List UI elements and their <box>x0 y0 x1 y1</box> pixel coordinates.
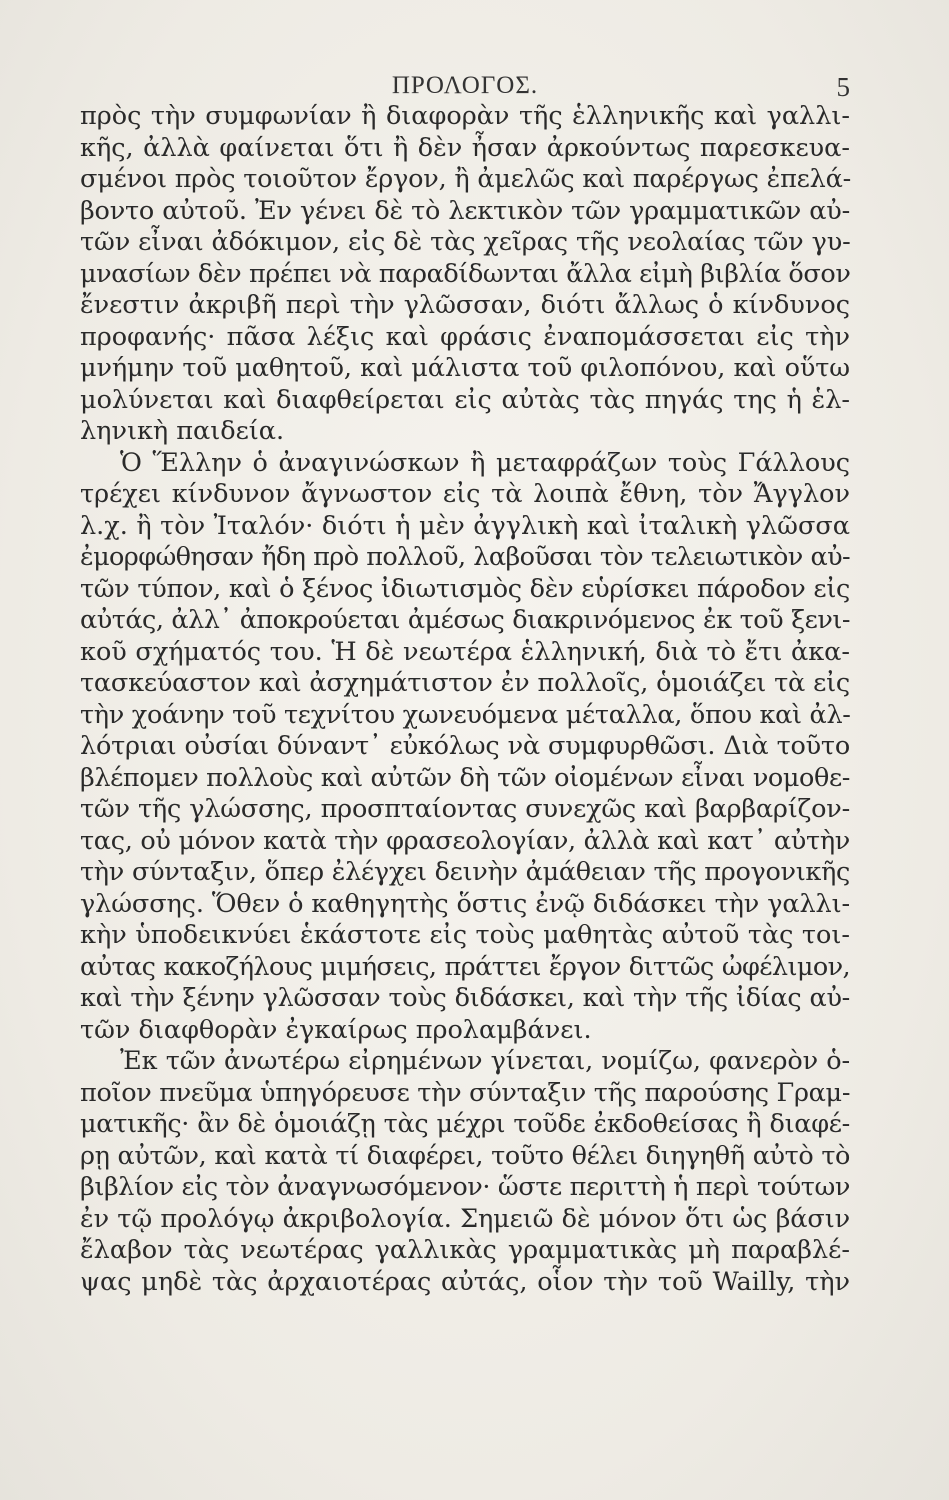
text-line: ρῃ αὐτῶν, καὶ κατὰ τί διαφέρει, τοῦτο θέλει διηγηθῆ αὐτὸ τὸ <box>80 1140 850 1171</box>
text-line: βοντο αὐτοῦ. Ἐν γένει δὲ τὸ λεκτικὸν τῶν γραμματικῶν αὐ- <box>80 195 850 226</box>
text-line: κὴν ὑποδεικνύει ἑκάστοτε εἰς τοὺς μαθητὰς αὐτοῦ τὰς τοι- <box>80 920 850 950</box>
text-line: γλώσσης. Ὅθεν ὁ καθηγητὴς ὅστις ἐνῷ διδάσκει τὴν γαλλι- <box>80 888 850 919</box>
text-line: λότριαι οὐσίαι δύναντ᾽ εὐκόλως νὰ συμφυρθῶσι. Διὰ τοῦτο <box>80 731 850 761</box>
text-line: ματικῆς· ἂν δὲ ὁμοιάζῃ τὰς μέχρι τοῦδε ἐκδοθείσας ἢ διαφέ- <box>80 1109 850 1139</box>
text-line: Ἐκ τῶν ἀνωτέρω εἰρημένων γίνεται, νομίζω, φανερὸν ὁ- <box>120 1046 850 1076</box>
text-line: ληνικὴ παιδεία. <box>80 416 285 446</box>
page-number: 5 <box>836 72 850 102</box>
text-line: ἐν τῷ προλόγῳ ἀκριβολογία. Σημειῶ δὲ μόνον ὅτι ὡς βάσιν <box>80 1203 850 1234</box>
text-line: βιβλίον εἰς τὸν ἀναγνωσόμενον· ὥστε περιττὴ ἡ περὶ τούτων <box>80 1172 850 1202</box>
text-line: κῆς, ἀλλὰ φαίνεται ὅτι ἢ δὲν ἦσαν ἀρκούντως παρεσκευα- <box>80 132 850 163</box>
text-line: αὐτάς, ἀλλ᾽ ἀποκρούεται ἀμέσως διακρινόμενος ἐκ τοῦ ξενι- <box>80 605 850 635</box>
text-line: αὐτας κακοζήλους μιμήσεις, πράττει ἔργον διττῶς ὠφέλιμον, <box>80 951 850 982</box>
text-line: ἐμορφώθησαν ἤδη πρὸ πολλοῦ, λαβοῦσαι τὸν τελειωτικὸν αὐ- <box>80 542 850 572</box>
text-line: τῶν τῆς γλώσσης, προσπταίοντας συνεχῶς καὶ βαρβαρίζον- <box>80 794 850 824</box>
text-line: τας, οὐ μόνον κατὰ τὴν φρασεολογίαν, ἀλλὰ καὶ κατ᾽ αὐτὴν <box>80 825 850 856</box>
text-line: μνήμην τοῦ μαθητοῦ, καὶ μάλιστα τοῦ φιλοπόνου, καὶ οὕτω <box>80 353 850 383</box>
text-line: τασκεύαστον καὶ ἀσχημάτιστον ἐν πολλοῖς, ὁμοιάζει τὰ εἰς <box>80 668 850 698</box>
body-text <box>80 101 850 1298</box>
running-head: ΠΡΟΛΟΓΟΣ. <box>391 72 539 99</box>
text-line: τρέχει κίνδυνον ἄγνωστον εἰς τὰ λοιπὰ ἔθνη, τὸν Ἄγγλον <box>80 479 850 509</box>
text-line: λ.χ. ἢ τὸν Ἰταλόν· διότι ἡ μὲν ἀγγλικὴ καὶ ἰταλικὴ γλῶσσα <box>80 510 850 541</box>
text-line: κοῦ σχήματός του. Ἡ δὲ νεωτέρα ἑλληνική, διὰ τὸ ἔτι ἀκα- <box>80 636 850 667</box>
text-line: Ὁ Ἕλλην ὁ ἀναγινώσκων ἢ μεταφράζων τοὺς Γάλλους <box>120 447 850 478</box>
text-line: ἔλαβον τὰς νεωτέρας γαλλικὰς γραμματικὰς μὴ παραβλέ- <box>80 1235 850 1265</box>
text-line: προφανής· πᾶσα λέξις καὶ φράσις ἐναπομάσσεται εἰς τὴν <box>80 321 850 352</box>
text-line: πρὸς τὴν συμφωνίαν ἢ διαφορὰν τῆς ἑλληνικῆς καὶ γαλλι- <box>80 101 850 131</box>
text-line: ψας μηδὲ τὰς ἀρχαιοτέρας αὐτάς, οἷον τὴν τοῦ Wailly, τὴν <box>80 1266 850 1297</box>
text-line: τὴν σύνταξιν, ὅπερ ἐλέγχει δεινὴν ἀμάθειαν τῆς προγονικῆς <box>80 857 850 887</box>
text-line: τῶν εἶναι ἀδόκιμον, εἰς δὲ τὰς χεῖρας τῆς νεολαίας τῶν γυ- <box>80 227 851 257</box>
text-line: μνασίων δὲν πρέπει νὰ παραδίδωνται ἄλλα εἰμὴ βιβλία ὅσον <box>80 258 851 289</box>
text-line: μολύνεται καὶ διαφθείρεται εἰς αὐτὰς τὰς πηγάς της ἡ ἑλ- <box>80 384 850 415</box>
text-line: τῶν τύπον, καὶ ὁ ξένος ἰδιωτισμὸς δὲν εὑρίσκει πάροδον εἰς <box>80 573 850 604</box>
text-line: ἔνεστιν ἀκριβῆ περὶ τὴν γλῶσσαν, διότι ἄλλως ὁ κίνδυνος <box>80 290 850 320</box>
text-line: βλέπομεν πολλοὺς καὶ αὐτῶν δὴ τῶν οἰομένων εἶναι νομοθε- <box>80 762 850 793</box>
text-line: ποῖον πνεῦμα ὑπηγόρευσε τὴν σύνταξιν τῆς παρούσης Γραμ- <box>80 1077 851 1108</box>
text-line: καὶ τὴν ξένην γλῶσσαν τοὺς διδάσκει, καὶ τὴν τῆς ἰδίας αὐ- <box>80 983 850 1013</box>
text-line: τὴν χοάνην τοῦ τεχνίτου χωνευόμενα μέταλλα, ὅπου καὶ ἀλ- <box>80 699 851 730</box>
text-line: τῶν διαφθορὰν ἐγκαίρως προλαμβάνει. <box>80 1014 592 1045</box>
text-line: σμένοι πρὸς τοιοῦτον ἔργον, ἢ ἀμελῶς καὶ παρέργως ἐπελά- <box>80 164 852 194</box>
